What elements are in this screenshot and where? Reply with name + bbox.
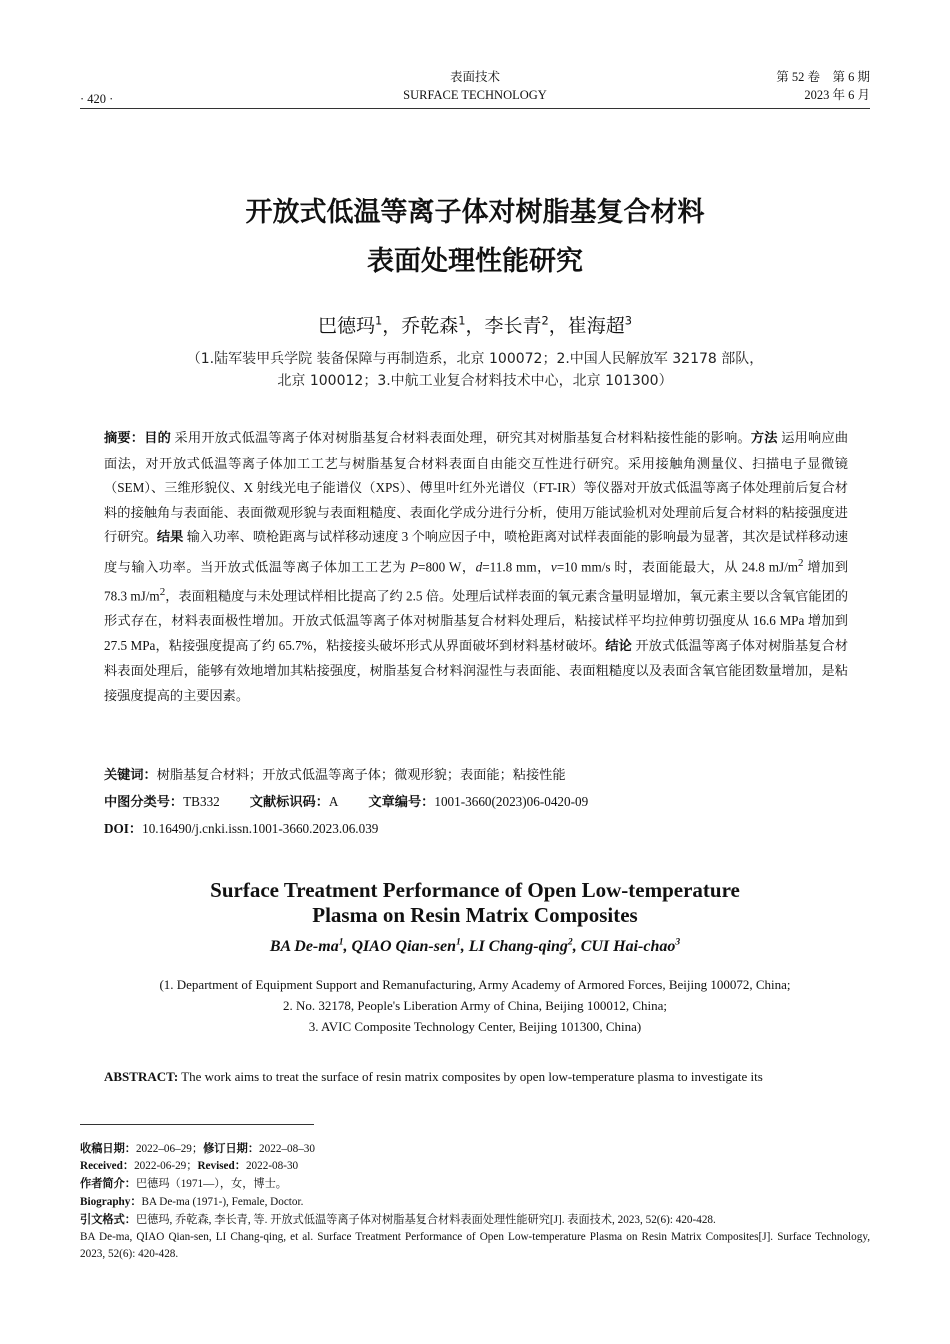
title-cn-line-1: 开放式低温等离子体对树脂基复合材料 — [245, 197, 705, 228]
author-affiliation-mark: 1 — [455, 936, 461, 948]
title-en-line-2: Plasma on Resin Matrix Composites — [312, 903, 638, 927]
abstract-cn — [104, 426, 848, 708]
author-separator: , — [460, 938, 469, 955]
volume-issue: 第 52 卷 第 6 期 — [776, 70, 870, 84]
citation-cn-value: 巴德玛, 乔乾森, 李长青, 等. 开放式低温等离子体对树脂基复合材料表面处理性能研究[J]. 表面技术, 2023, 52(6): 420-428. — [135, 1213, 716, 1226]
author-list-en — [0, 936, 950, 958]
author-name: LI Chang-qing — [468, 938, 568, 955]
received-date-cn — [80, 1140, 870, 1158]
author-name: 李长青 — [484, 315, 542, 337]
doc-code-value: A — [328, 794, 339, 809]
author-bio-cn — [80, 1175, 870, 1193]
author-separator: , — [343, 938, 352, 955]
affiliation-cn-line-1: （1.陆军装甲兵学院 装备保障与再制造系，北京 100072；2.中国人民解放军 32178 部队， — [186, 351, 764, 367]
author-name: CUI Hai-chao — [580, 938, 676, 955]
author-name: BA De-ma — [269, 938, 339, 955]
affiliations-cn — [90, 348, 860, 392]
affiliations-en — [80, 974, 870, 1037]
footnote-rule — [80, 1124, 314, 1125]
footnotes — [80, 1140, 870, 1263]
keywords-value: 树脂基复合材料；开放式低温等离子体；微观形貌；表面能；粘接性能 — [156, 767, 566, 782]
conclusion-text: 开放式低温等离子体对树脂基复合材料表面处理后，能够有效地增加其粘接强度，树脂基复合材料润湿性与表面能、表面粗糙度以及表面含氧官能团数量增加，是粘接强度提高的主要因素。 — [104, 637, 849, 703]
author-name: 乔乾森 — [401, 315, 459, 337]
received-date-en — [80, 1158, 870, 1175]
issue-info — [776, 68, 870, 104]
doi-value[interactable]: 10.16490/j.cnki.issn.1001-3660.2023.06.039 — [142, 821, 379, 836]
doi-line — [104, 817, 848, 841]
author-affiliation-mark: 1 — [374, 313, 383, 328]
result-text: ，表面粗糙度与未处理试样相比提高了约 2.5 倍。处理后试样表面的氧元素含量明显增加，氧元素主要以含氧官能团的形式存在，材料表面极性增加。开放式低温等离子体对树脂基复合材料处理后，粘接试样平均拉伸剪切强度从 16.6 MPa 增加到 27.5 MPa，粘接强度提高了约 65.7%，粘接接头破坏形式从界面破坏到材料基材破坏。 — [104, 588, 849, 653]
author-separator: , — [572, 938, 581, 955]
power-symbol: P — [409, 559, 419, 575]
affiliation-en-line: 2. No. 32178, People's Liberation Army of China, Beijing 100012, China; — [282, 998, 667, 1013]
abstract-en-label: ABSTRACT: — [104, 1069, 179, 1084]
doc-code-label: 文献标识码： — [249, 795, 329, 810]
header-rule — [80, 108, 870, 109]
received-cn-label: 收稿日期： — [80, 1142, 136, 1155]
journal-name-en: SURFACE TECHNOLOGY — [403, 88, 547, 102]
author-affiliation-mark: 3 — [624, 313, 633, 328]
citation-label: 引文格式： — [80, 1212, 136, 1226]
article-title-en — [0, 878, 950, 928]
revised-en-value: 2022-08-30 — [245, 1160, 299, 1173]
result-label: 结果 — [156, 530, 184, 546]
affiliation-cn-line-2: 北京 100012；3.中航工业复合材料技术中心，北京 101300） — [277, 373, 673, 389]
distance-symbol: d — [475, 559, 483, 575]
author-affiliation-mark: 1 — [338, 936, 344, 948]
received-en-label: Received： — [80, 1160, 135, 1173]
keywords — [104, 763, 848, 788]
abstract-label: 摘要： — [104, 431, 145, 446]
issue-date: 2023 年 6 月 — [804, 88, 870, 102]
bio-cn-label: 作者简介： — [80, 1177, 136, 1191]
author-affiliation-mark: 2 — [541, 313, 549, 328]
affiliation-en-line: (1. Department of Equipment Support and Remanufacturing, Army Academy of Armored Forces, Beijing 100072, China; — [159, 977, 791, 992]
speed-symbol: v — [550, 559, 557, 575]
affiliation-en-line: 3. AVIC Composite Technology Center, Beijing 101300, China) — [308, 1019, 642, 1034]
author-name: QIAO Qian-sen — [351, 938, 456, 955]
article-title-cn — [0, 188, 950, 286]
title-cn-line-2: 表面处理性能研究 — [367, 246, 583, 277]
author-name: 巴德玛 — [317, 315, 375, 337]
clc-value: TB332 — [183, 794, 220, 809]
citation-cn — [80, 1211, 870, 1229]
speed-value: =10 mm/s 时，表面能最大，从 24.8 mJ/m — [556, 559, 799, 575]
keywords-label: 关键词： — [104, 768, 157, 783]
author-list-cn: 巴德玛$^1$，乔乾森$^1$，李长青$^2$，崔海超$^3$ — [317, 313, 633, 337]
bio-en-label: Biography： — [80, 1195, 142, 1208]
article-number-value: 1001-3660(2023)06-0420-09 — [434, 794, 589, 809]
author-name: 崔海超 — [567, 315, 625, 337]
author-affiliation-mark: 2 — [567, 936, 573, 948]
result-text: 增加到 78.3 mJ/m — [104, 559, 849, 604]
abstract-en-text: The work aims to treat the surface of resin matrix composites by open low-temperature plasma to investigate its — [178, 1069, 763, 1084]
distance-value: =11.8 mm， — [482, 559, 551, 575]
purpose-text: 采用开放式低温等离子体对树脂基复合材料表面处理，研究其对树脂基复合材料粘接性能的影响。 — [174, 430, 751, 445]
unit-exponent: 2 — [798, 556, 804, 569]
revised-cn-value: 2022–08–30 — [259, 1143, 315, 1155]
citation-en: BA De-ma, QIAO Qian-sen, LI Chang-qing, et al. Surface Treatment Performance of Open Low-temperature Plasma on Resin Matrix Composites[J]. Surface Technology, 2023, 52(6): 420-428. — [80, 1231, 870, 1261]
article-number-label: 文章编号： — [368, 795, 435, 810]
purpose-label: 目的 — [144, 431, 172, 446]
bio-en-value: BA De-ma (1971-), Female, Doctor. — [141, 1195, 304, 1208]
journal-name-cn: 表面技术 — [449, 70, 500, 84]
title-en-line-1: Surface Treatment Performance of Open Low-temperature — [210, 878, 740, 902]
doi-label: DOI： — [104, 821, 143, 836]
classification-line — [104, 790, 848, 815]
clc-label: 中图分类号： — [104, 795, 184, 810]
revised-cn-label: 修订日期： — [203, 1142, 260, 1155]
result-text: 输入功率、喷枪距离与试样移动速度 3 个响应因子中，喷枪距离对试样表面能的影响最为显著，其次是试样移动速度与输入功率。当开放式低温等离子体加工工艺为 — [104, 529, 849, 575]
power-value: =800 W， — [418, 559, 476, 575]
author-bio-en — [80, 1194, 870, 1211]
unit-exponent: 2 — [159, 585, 166, 598]
received-cn-value: 2022–06–29； — [135, 1143, 204, 1155]
author-affiliation-mark: 3 — [675, 936, 681, 948]
method-text: 运用响应曲面法，对开放式低温等离子体加工工艺与树脂基复合材料表面自由能交互性进行研究。采用接触角测量仪、扫描电子显微镜（SEM）、三维形貌仪、X 射线光电子能谱仪（XPS）、傅里叶红外光谱仪（FT-IR）等仪器对开放式低温等离子体处理前后复合材料的接触角与表面能、表面微观形貌与表面粗糙度、表面化学成分进行分析，使用万能试验机对处理前后复合材料的粘接强度进行研究。 — [104, 430, 849, 545]
bio-cn-value: 巴德玛（1971—），女，博士。 — [135, 1178, 287, 1191]
author-affiliation-mark: 1 — [458, 313, 466, 328]
conclusion-label: 结论 — [605, 638, 632, 654]
method-label: 方法 — [750, 431, 778, 446]
page-number: · 420 · — [80, 92, 114, 106]
abstract-en — [104, 1067, 848, 1087]
revised-en-label: Revised： — [197, 1160, 246, 1173]
received-en-value: 2022-06-29； — [134, 1160, 198, 1173]
